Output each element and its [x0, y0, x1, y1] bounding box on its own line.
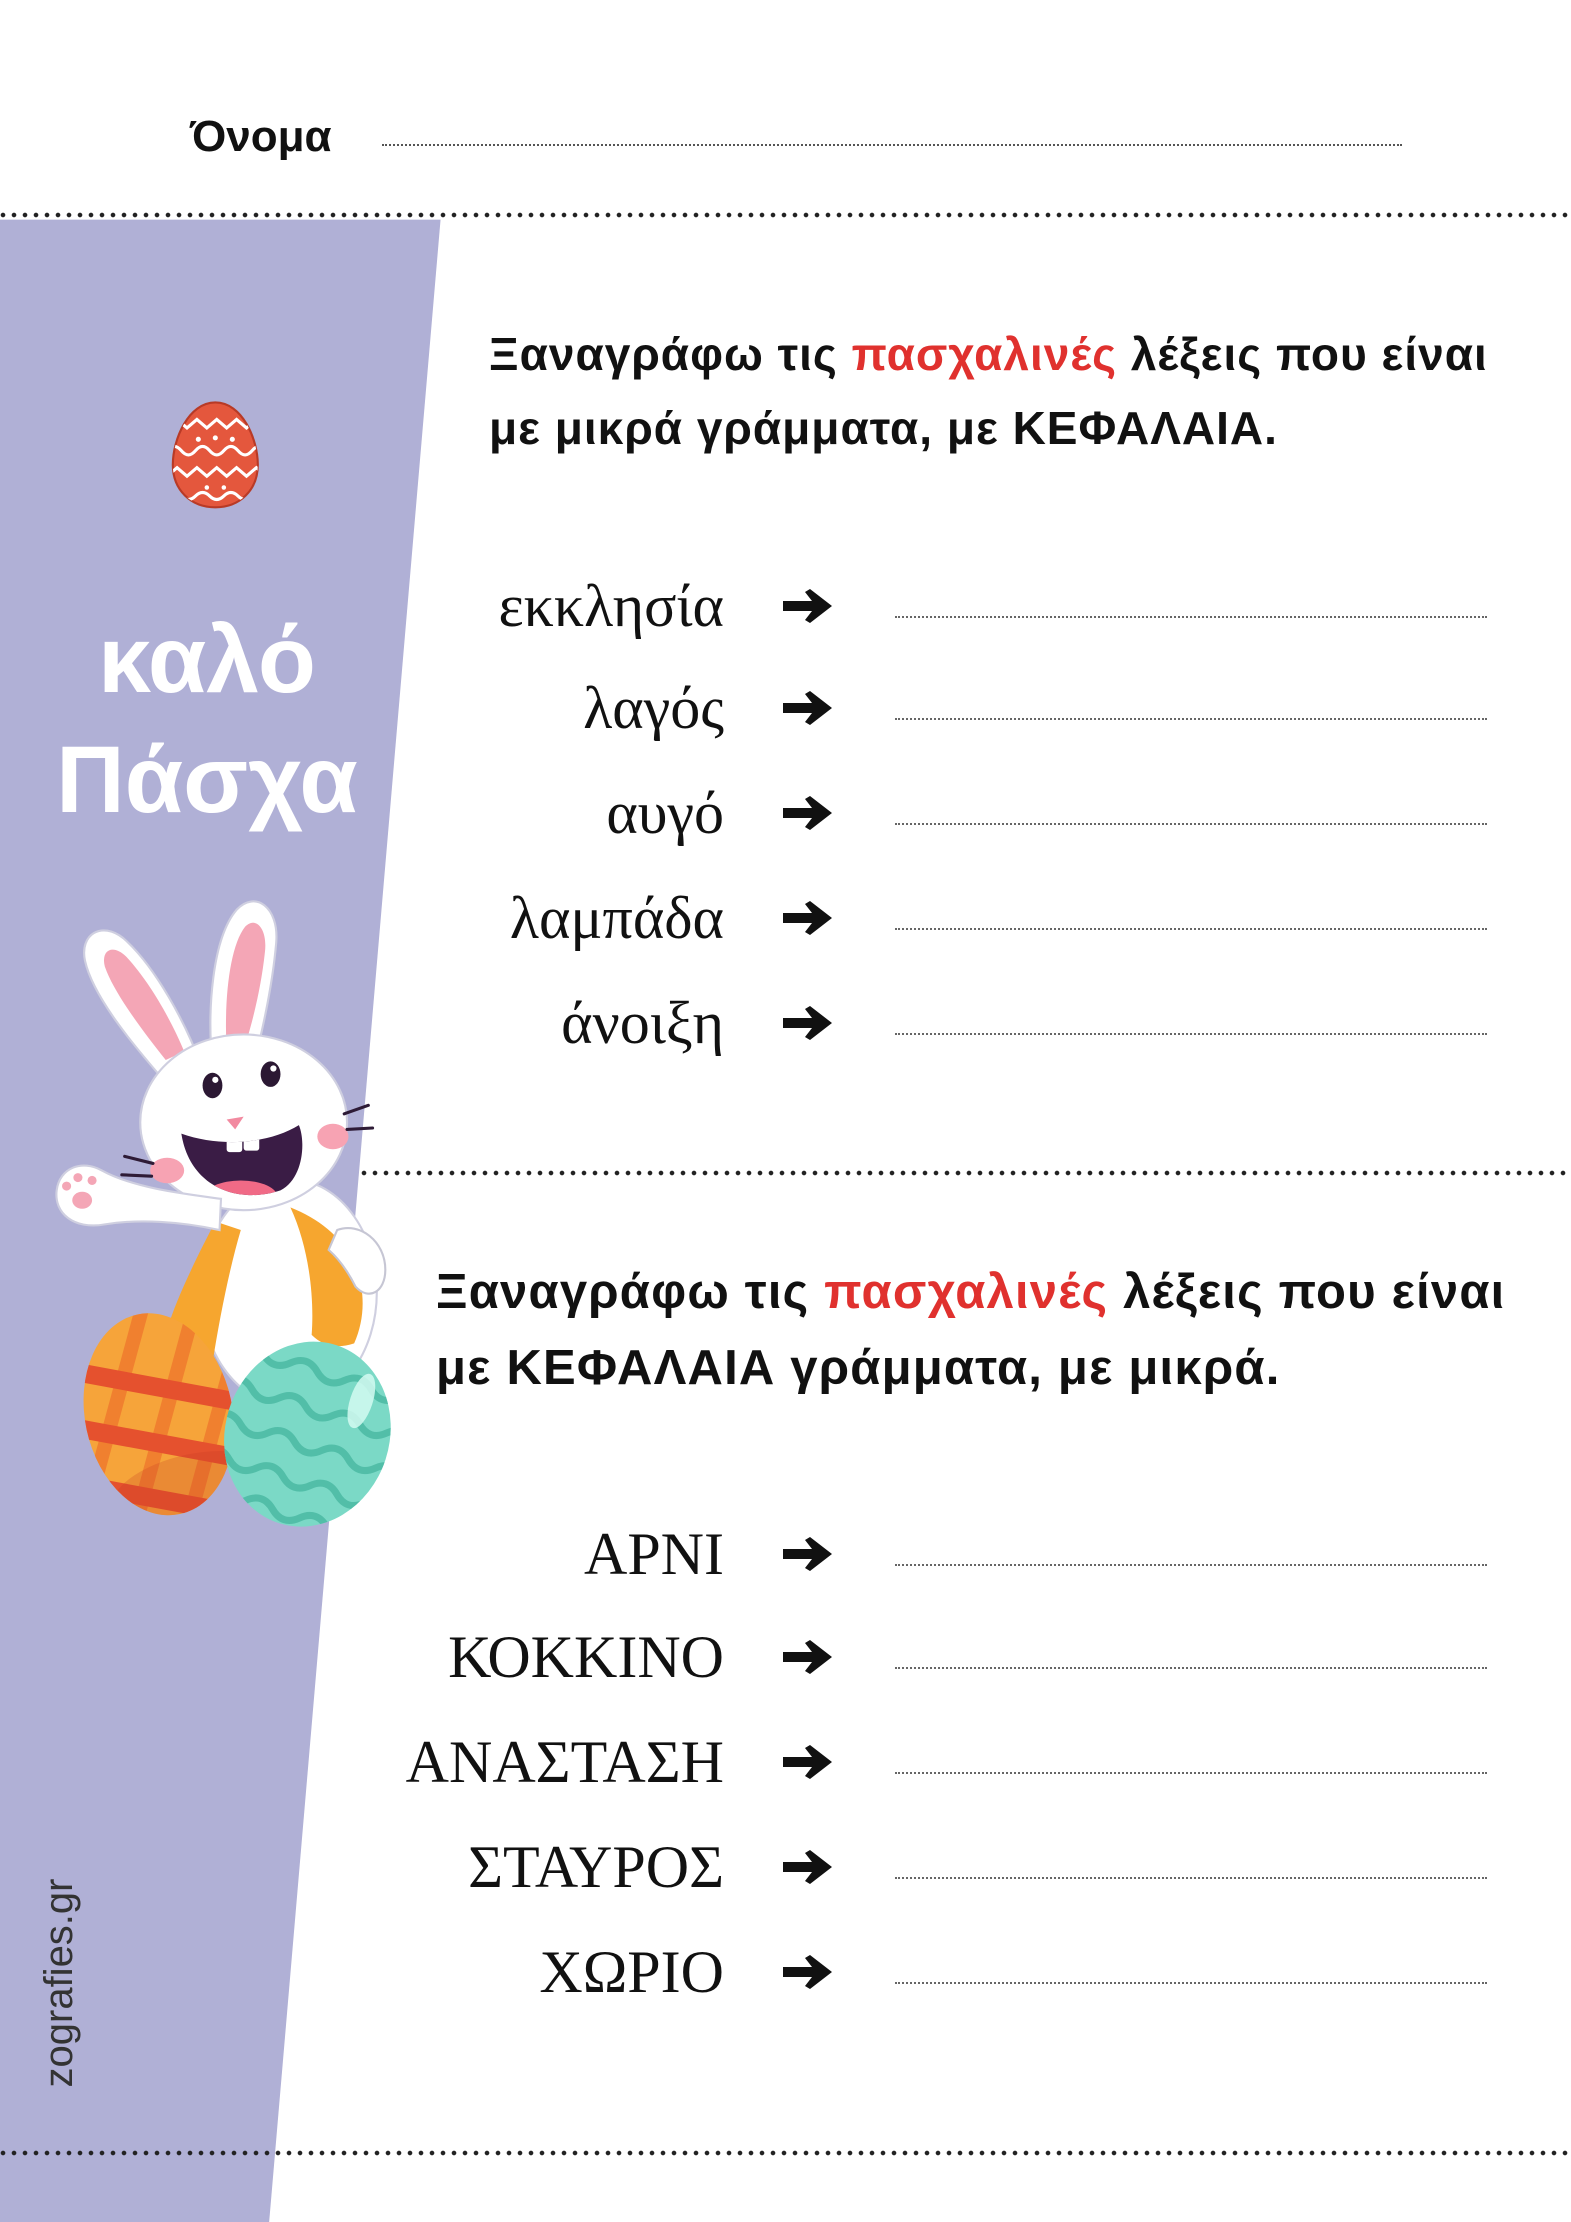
instruction-text: Ξαναγράφω τις: [489, 328, 838, 380]
exercise2-row: [300, 1827, 1500, 1907]
instruction-text: λέξεις που είναι: [1130, 328, 1488, 380]
instruction-line1: [489, 317, 1488, 391]
arrow-right-icon: [783, 1744, 833, 1780]
exercise2-row: [300, 1617, 1500, 1697]
exercise1-row: [300, 566, 1500, 646]
exercise1-row: [300, 983, 1500, 1063]
source-word: ΚΟΚΚΙΝΟ: [448, 1624, 724, 1690]
exercise1-instruction: [489, 317, 1488, 465]
website-credit: zografies.gr: [37, 1878, 81, 2088]
answer-line[interactable]: [895, 1564, 1487, 1566]
divider-middle: [361, 1170, 1571, 1176]
source-word: λαγός: [583, 675, 724, 741]
source-word: εκκλησία: [498, 573, 724, 639]
instruction-highlight: πασχαλινές: [824, 1265, 1109, 1319]
exercise2-row: [300, 1514, 1500, 1594]
arrow-right-icon: [783, 1639, 833, 1675]
answer-line[interactable]: [895, 1877, 1487, 1879]
source-word: αυγό: [606, 780, 724, 846]
source-word: ΣΤΑΥΡΟΣ: [468, 1834, 724, 1900]
answer-line[interactable]: [895, 1033, 1487, 1035]
arrow-right-icon: [783, 1005, 833, 1041]
bunny-cheek-left: [150, 1158, 184, 1184]
source-word: ΑΝΑΣΤΑΣΗ: [405, 1729, 724, 1795]
divider-bottom: [0, 2150, 1571, 2156]
exercise1-row: [300, 878, 1500, 958]
divider-top: [0, 212, 1571, 218]
arrow-right-icon: [783, 900, 833, 936]
answer-line[interactable]: [895, 616, 1487, 618]
source-word: ΧΩΡΙΟ: [539, 1939, 724, 2005]
arrow-right-icon: [783, 588, 833, 624]
instruction-line1: [436, 1254, 1505, 1330]
instruction-line2: με ΚΕΦΑΛΑΙΑ γράμματα, με μικρά.: [436, 1341, 1281, 1395]
arrow-right-icon: [783, 1849, 833, 1885]
answer-line[interactable]: [895, 1982, 1487, 1984]
instruction-text: λέξεις που είναι: [1123, 1265, 1506, 1319]
instruction-text: Ξαναγράφω τις: [436, 1265, 810, 1319]
answer-line[interactable]: [895, 1772, 1487, 1774]
exercise2-row: [300, 1932, 1500, 2012]
exercise1-row: [300, 668, 1500, 748]
exercise1-row: [300, 773, 1500, 853]
answer-line[interactable]: [895, 823, 1487, 825]
sidebar-title-line2: Πάσχα: [56, 727, 358, 833]
answer-line[interactable]: [895, 718, 1487, 720]
answer-line[interactable]: [895, 1667, 1487, 1669]
source-word: ΑΡΝΙ: [583, 1521, 724, 1587]
source-word: άνοιξη: [561, 990, 724, 1056]
bunny-cheek-right: [317, 1124, 348, 1150]
arrow-right-icon: [783, 1954, 833, 1990]
answer-line[interactable]: [895, 928, 1487, 930]
exercise2-instruction: [436, 1254, 1505, 1406]
name-field[interactable]: [382, 144, 1402, 146]
sidebar-title-line1: καλό: [98, 607, 316, 713]
source-word: λαμπάδα: [509, 885, 724, 951]
instruction-highlight: πασχαλινές: [851, 328, 1118, 380]
exercise2-row: [300, 1722, 1500, 1802]
name-label: Όνομα: [190, 112, 332, 161]
arrow-right-icon: [783, 690, 833, 726]
arrow-right-icon: [783, 1536, 833, 1572]
arrow-right-icon: [783, 795, 833, 831]
instruction-line2: με μικρά γράμματα, με ΚΕΦΑΛΑΙΑ.: [489, 402, 1278, 454]
